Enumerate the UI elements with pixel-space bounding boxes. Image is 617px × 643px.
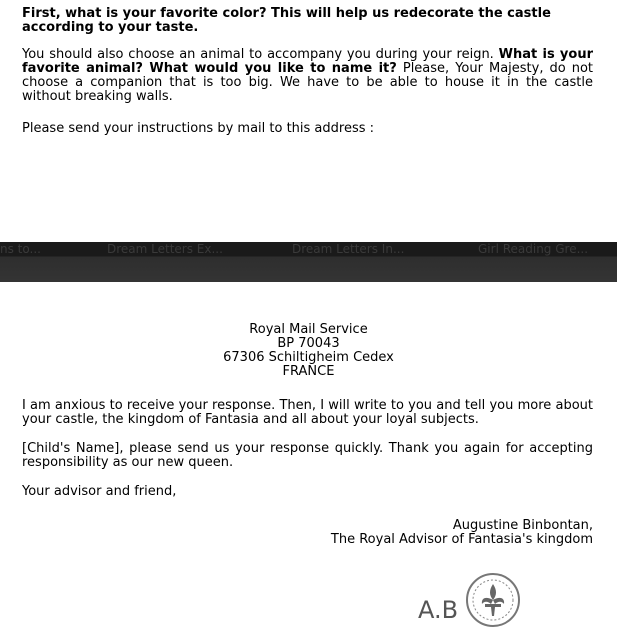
mailing-address <box>0 323 617 379</box>
signer-title: The Royal Advisor of Fantasia's kingdom <box>330 532 593 547</box>
tab-dream-letters-ex[interactable]: Dream Letters Ex... <box>107 242 223 256</box>
mail-instruction: Please send your instructions by mail to this address : <box>22 121 375 136</box>
fleur-de-lis-icon <box>482 584 504 616</box>
address-line-1: Royal Mail Service <box>249 322 368 337</box>
response-paragraph: I am anxious to receive your response. Then, I will write to you and tell you more about your castle, the kingdom of Fantasia and all about your loyal subjects. <box>22 398 593 427</box>
animal-intro: You should also choose an animal to accompany you during your reign. <box>22 47 494 62</box>
royal-seal-stamp <box>414 566 526 634</box>
tab-dream-letters-in[interactable]: Dream Letters In... <box>292 242 405 256</box>
signer-name: Augustine Binbontan, <box>452 518 593 533</box>
address-line-2: BP 70043 <box>277 336 340 351</box>
stamp-initials: A.B <box>418 596 459 624</box>
animal-paragraph <box>22 48 593 104</box>
color-question: First, what is your favorite color? This will help us redecorate the castle according to your taste. <box>22 6 551 35</box>
animal-question: What is your favorite animal? What would you like to name it? <box>22 47 593 76</box>
address-line-3: 67306 Schiltigheim Cedex <box>223 350 394 365</box>
request-paragraph: [Child's Name], please send us your response quickly. Thank you again for accepting responsibility as our new queen. <box>22 441 593 470</box>
animal-rest: Please, Your Majesty, do not choose a companion that is too big. We have to be able to house it in the castle without breaking walls. <box>22 61 593 104</box>
signature-block <box>331 519 593 547</box>
tab-strip <box>0 242 617 282</box>
address-line-4: FRANCE <box>282 364 335 379</box>
tab-1[interactable]: ns to... <box>0 242 41 256</box>
closing-line: Your advisor and friend, <box>22 484 177 499</box>
tab-girl-reading[interactable]: Girl Reading Gre... <box>478 242 589 256</box>
